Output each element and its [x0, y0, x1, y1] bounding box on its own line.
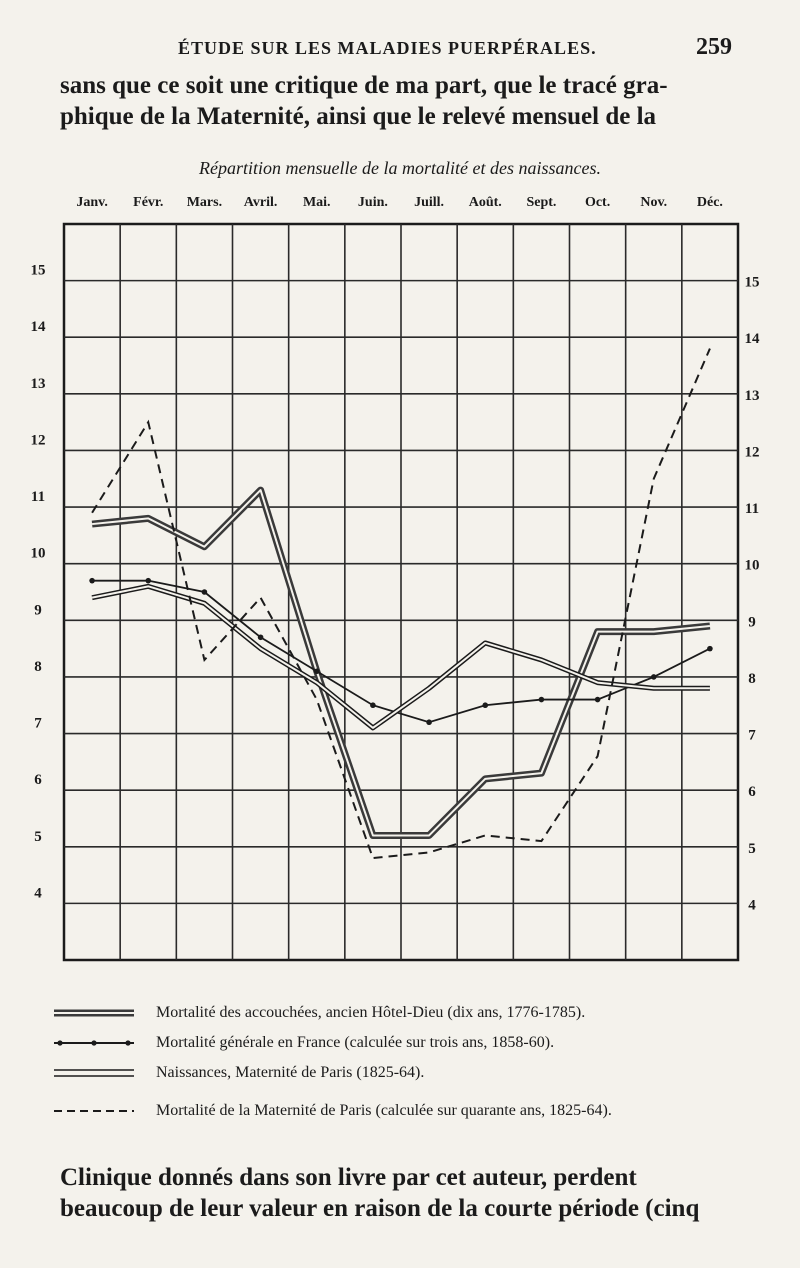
data-point-france	[258, 634, 264, 640]
y-tick-label-left: 6	[34, 772, 42, 789]
text-line: phique de la Maternité, ainsi que le relevé mensuel de la	[60, 103, 657, 130]
y-tick-label-left: 15	[30, 262, 46, 279]
y-tick-label-left: 7	[34, 715, 42, 732]
y-tick-label-left: 10	[30, 545, 46, 562]
legend-label: Mortalité des accouchées, ancien Hôtel-Dieu (dix ans, 1776-1785).	[156, 1004, 586, 1021]
y-tick-label-right: 14	[744, 331, 760, 348]
y-tick-label-right: 8	[748, 670, 756, 687]
y-tick-label-right: 10	[744, 557, 760, 574]
x-tick-label: Nov.	[640, 195, 668, 210]
chart-title: Répartition mensuelle de la mortalité et des naissances.	[199, 158, 601, 178]
data-point-france	[145, 578, 151, 584]
data-point-france	[707, 646, 713, 652]
legend-item	[52, 1060, 752, 1090]
y-tick-label-right: 15	[744, 274, 760, 291]
legend-swatch-double	[52, 1062, 136, 1084]
legend-swatch-dashed	[52, 1100, 136, 1122]
x-tick-label: Mai.	[302, 195, 331, 210]
data-point-france	[202, 589, 208, 595]
y-tick-label-left: 13	[30, 375, 46, 392]
x-tick-label: Janv.	[76, 195, 108, 210]
x-tick-label: Juin.	[357, 195, 388, 210]
x-tick-label: Août.	[468, 195, 502, 210]
legend-item	[52, 1098, 752, 1128]
body-paragraph-bottom	[60, 1162, 740, 1224]
x-tick-label: Sept.	[526, 195, 557, 210]
x-tick-label: Févr.	[133, 195, 164, 210]
mortality-chart	[0, 180, 800, 980]
data-point-france	[89, 578, 95, 584]
y-tick-label-right: 13	[744, 387, 760, 404]
data-point-france	[595, 697, 601, 703]
legend-item	[52, 1030, 752, 1060]
legend-swatch-line-markers	[52, 1032, 136, 1054]
chart-legend	[52, 1000, 752, 1128]
body-paragraph-top	[60, 70, 740, 132]
text-line: sans que ce soit une critique de ma part, que le tracé gra-	[60, 72, 668, 99]
x-tick-label: Déc.	[696, 195, 723, 210]
text-line: Clinique donnés dans son livre par cet auteur, perdent	[60, 1164, 637, 1191]
legend-item	[52, 1000, 752, 1030]
data-point-france	[651, 674, 657, 680]
x-tick-label: Avril.	[243, 195, 278, 210]
y-tick-label-right: 12	[744, 444, 760, 461]
legend-swatch-thick-double	[52, 1002, 136, 1024]
legend-label: Mortalité de la Maternité de Paris (calculée sur quarante ans, 1825-64).	[156, 1102, 612, 1119]
y-tick-label-right: 4	[748, 897, 756, 914]
x-tick-label: Oct.	[584, 195, 611, 210]
y-tick-label-right: 9	[748, 614, 756, 631]
data-point-france	[482, 702, 488, 708]
y-tick-label-left: 11	[30, 489, 46, 506]
y-tick-label-right: 5	[748, 840, 756, 857]
y-tick-label-left: 5	[34, 828, 42, 845]
legend-label: Naissances, Maternité de Paris (1825-64).	[156, 1064, 425, 1081]
data-point-france	[426, 719, 432, 725]
y-tick-label-right: 6	[748, 784, 756, 801]
x-tick-label: Juill.	[414, 195, 445, 210]
y-tick-label-left: 12	[30, 432, 46, 449]
text-line: beaucoup de leur valeur en raison de la courte période (cinq	[60, 1195, 700, 1222]
running-title: ÉTUDE SUR LES MALADIES PUERPÉRALES.	[178, 38, 597, 58]
running-head	[60, 36, 736, 66]
y-tick-label-left: 4	[34, 885, 42, 902]
x-tick-label: Mars.	[186, 195, 223, 210]
y-tick-label-right: 7	[748, 727, 756, 744]
y-tick-label-right: 11	[744, 501, 760, 518]
page-number: 259	[696, 34, 732, 60]
legend-label: Mortalité générale en France (calculée sur trois ans, 1858-60).	[156, 1034, 555, 1051]
y-tick-label-left: 8	[34, 658, 42, 675]
y-tick-label-left: 9	[34, 602, 42, 619]
data-point-france	[314, 668, 320, 674]
y-tick-label-left: 14	[30, 319, 46, 336]
data-point-france	[370, 702, 376, 708]
data-point-france	[539, 697, 545, 703]
